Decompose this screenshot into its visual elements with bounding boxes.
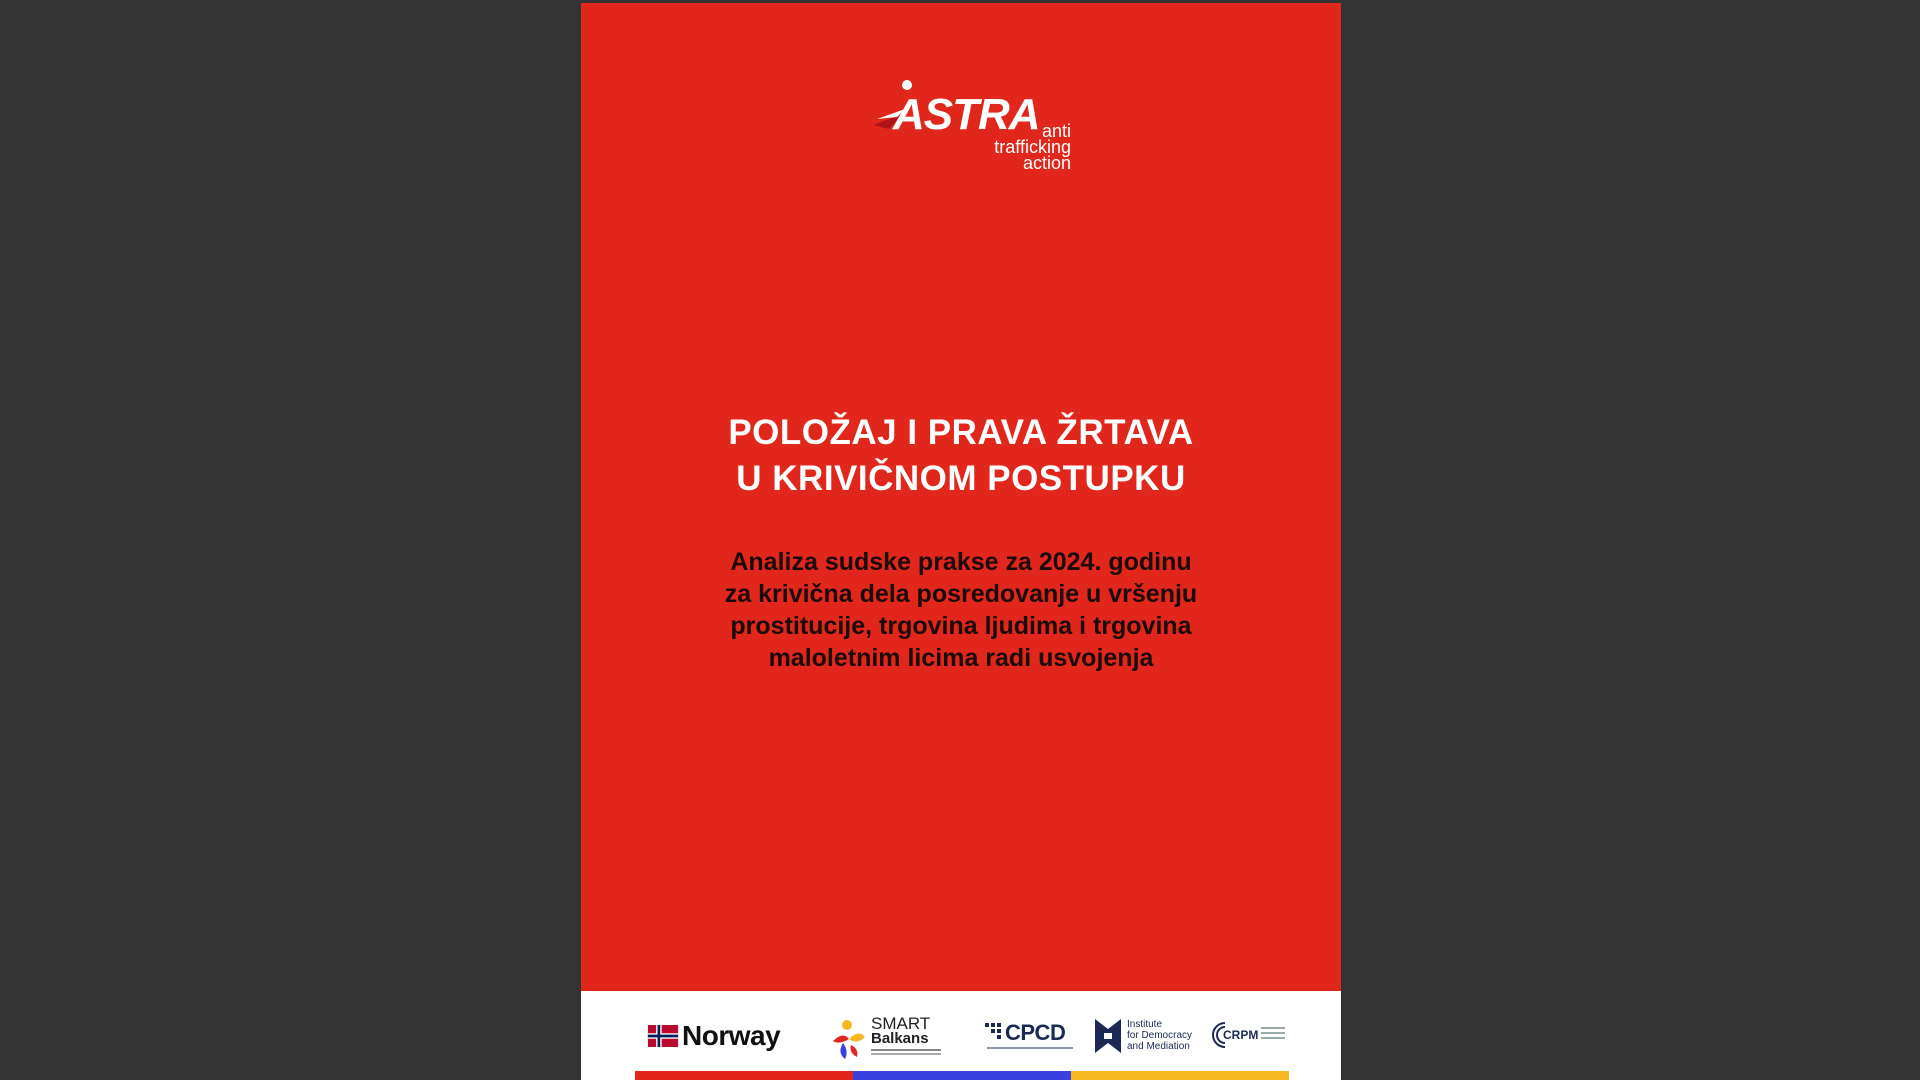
norway-flag-icon — [647, 1025, 679, 1047]
title-line: U KRIVIČNOM POSTUPKU — [736, 459, 1186, 498]
bar-red — [635, 1071, 853, 1080]
crpm-fineprint — [1261, 1027, 1285, 1029]
smart-balkans-line2: Balkans — [871, 1030, 929, 1047]
idm-emblem-icon — [1095, 1019, 1121, 1053]
cpcd-logo — [985, 1021, 1075, 1055]
smart-balkans-fineprint — [871, 1049, 941, 1051]
norway-wordmark: Norway — [682, 1020, 781, 1051]
partner-logos-strip — [581, 991, 1341, 1071]
crpm-logo — [1209, 1021, 1289, 1055]
title-line: POLOŽAJ I PRAVA ŽRTAVA — [728, 413, 1194, 452]
subtitle-line: za krivična dela posredovanje u vršenju — [724, 580, 1198, 608]
cpcd-fineprint — [987, 1047, 1073, 1049]
idm-wordmark: Institute for Democracy and Mediation — [1127, 1019, 1193, 1052]
subtitle-line: prostitucije, trgovina ljudima i trgovina — [730, 612, 1192, 640]
bar-yellow — [1071, 1071, 1289, 1080]
document-title — [621, 410, 1301, 502]
smart-balkans-logo — [829, 1015, 949, 1061]
idm-logo — [1095, 1019, 1205, 1055]
cpcd-dots-icon — [985, 1023, 1003, 1041]
bar-blue — [853, 1071, 1071, 1080]
norway-logo — [647, 1021, 780, 1051]
tricolor-bar — [635, 1071, 1289, 1080]
astra-tagline: anti trafficking action — [994, 121, 1071, 173]
document-subtitle — [621, 546, 1301, 674]
astra-logo — [871, 79, 1071, 179]
subtitle-line: Analiza sudske prakse za 2024. godinu — [730, 548, 1192, 576]
crpm-wordmark: CRPM — [1223, 1028, 1259, 1042]
subtitle-line: maloletnim licima radi usvojenja — [768, 644, 1154, 672]
smart-balkans-icon — [829, 1019, 867, 1059]
document-page[interactable] — [581, 3, 1341, 1080]
smart-balkans-line1: SMART — [871, 1014, 931, 1033]
astra-wordmark: ASTRA — [893, 90, 1040, 139]
cpcd-wordmark: CPCD — [1005, 1020, 1066, 1045]
cover-panel — [581, 3, 1341, 991]
